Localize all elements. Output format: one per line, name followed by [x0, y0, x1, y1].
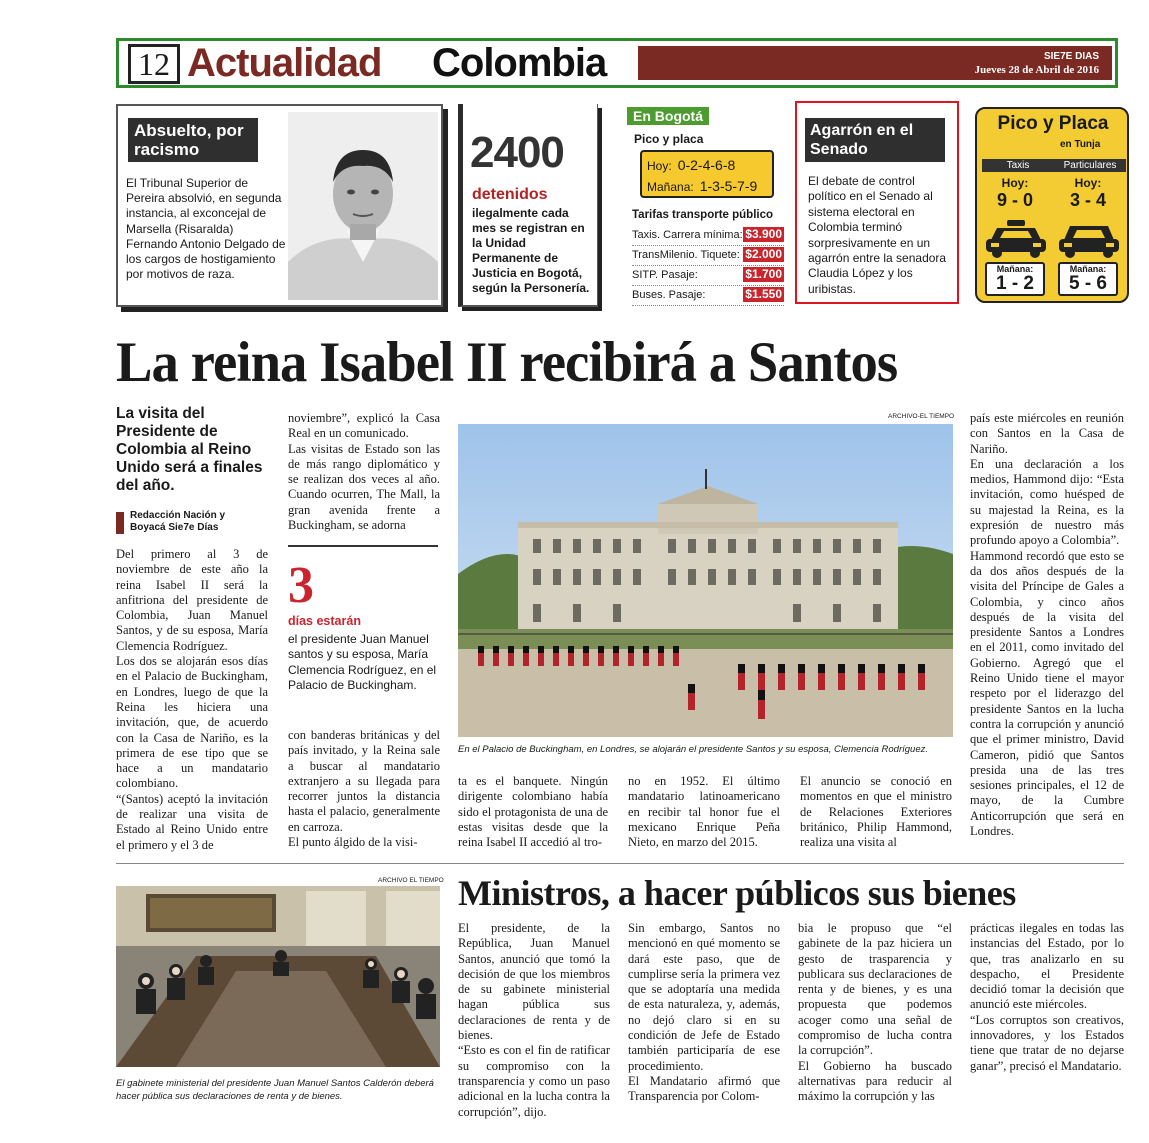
- tunja-title: Pico y Placa: [997, 113, 1109, 134]
- particulares-hoy: [1058, 176, 1118, 211]
- column-text: Sin embargo, Santos no mencionó en qué momento se dará este paso, que de cumplirse sería la primera vez que se adoptaría una medida de esta naturaleza, y, además, no dejó claro si en su condición de Jefe de Estado también participaría de ese procedimiento. El Mandatario afirmó que Transparencia por Colom-: [628, 921, 780, 1104]
- stat-label: detenidos: [472, 186, 548, 203]
- section-title-secondary: Colombia: [432, 41, 607, 85]
- byline-line: Redacción Nación y: [130, 510, 226, 521]
- taxi-icon: [983, 218, 1049, 260]
- hoy-value: 9 - 0: [996, 190, 1034, 210]
- column-text: prácticas ilegales en todas las instancias del Estado, por lo que, tras analizarlo en su despacho, el Presidente decidió tomar la decisión que anunció este miércoles. “Los corruptos son creativos, innovadores, y los Estados tiene que tratar de no dejarse ganar”, precisó el Mandatario.: [970, 921, 1124, 1073]
- brief-text: El debate de control político en el Senado al sistema electoral en Colombia terminó sorpresivamente en un agarrón entre la senadora Claudia López y los uribistas.: [808, 174, 947, 296]
- hoy-label: Hoy:: [1074, 176, 1102, 190]
- page-number: 12: [128, 44, 180, 84]
- tarifa-label: Taxis. Carrera mínima:: [632, 229, 743, 241]
- tarifa-label: TransMilenio. Tiquete:: [632, 249, 740, 261]
- tarifa-row: [632, 286, 784, 306]
- fact-number: 3: [288, 557, 314, 614]
- manana-value: 1 - 2: [995, 273, 1035, 294]
- story-column: [628, 774, 780, 850]
- story-column: [288, 728, 440, 850]
- tarifa-row: [632, 266, 784, 286]
- taxis-manana: [985, 262, 1045, 296]
- tarifa-label: Buses. Pasaje:: [632, 289, 706, 301]
- column-text: Del primero al 3 de noviembre de este año la reina Isabel II será la anfitriona del presidente de Colombia, Juan Manuel Santos, y de su esposa, María Clemencia Rodríguez. Los dos se alojarán esos días en el Palacio de Buckingham, en Londres, luego de que la Reina les hiciera una invitación, que, de acuerdo con la Casa de Nariño, es la primera de ese tipo que se hace a un mandatario colombiano. “(Santos) aceptó la invitación de realizar una visita de Estado al Reino Unido entre el primero y el 3 de: [116, 547, 268, 852]
- fact-label: días estarán: [288, 614, 361, 628]
- story-column: [116, 547, 268, 853]
- story-column: [798, 921, 952, 1105]
- story-column: [458, 774, 608, 850]
- section-divider: [116, 863, 1124, 864]
- tarifa-label: SITP. Pasaje:: [632, 269, 698, 281]
- stat-text: ilegalmente cada mes se registran en la Unidad Permanente de Justicia en Bogotá, según la Personería.: [472, 206, 590, 295]
- buckingham-palace-photo: [458, 424, 953, 737]
- bogota-head: En Bogotá: [627, 107, 709, 125]
- photo-credit: ARCHIVO-EL TIEMPO: [888, 413, 955, 420]
- tarifa-row: [632, 226, 784, 246]
- manana-value: 5 - 6: [1068, 273, 1108, 294]
- section-title-primary: Actualidad: [187, 41, 382, 85]
- column-text: no en 1952. El último mandatario latinoamericano en recibir tal honor fue el mexicano Enrique Peña Nieto, en marzo del 2015.: [628, 774, 780, 850]
- plate-hoy-value: 0-2-4-6-8: [677, 157, 736, 173]
- plate-hoy-label: Hoy:: [647, 159, 672, 173]
- particulares-label: Particulares: [1054, 159, 1126, 172]
- photo-caption: En el Palacio de Buckingham, en Londres, se alojarán el presidente Santos y su esposa, Clemencia Rodríguez.: [458, 744, 928, 755]
- taxis-hoy: [985, 176, 1045, 211]
- story-column: [970, 921, 1124, 1074]
- photo-credit: ARCHIVO EL TIEMPO: [378, 877, 444, 884]
- manana-label: Mañana:: [996, 264, 1034, 274]
- license-plate: [640, 150, 774, 198]
- column-text: noviembre”, explicó la Casa Real en un comunicado. Las visitas de Estado son las de más rango diplomático y se realizan dos veces al año. Cuando ocurren, The Mall, la gran avenida frente a Buckingham, se adorna: [288, 411, 440, 533]
- byline: [130, 510, 225, 534]
- manana-label: Mañana:: [1069, 264, 1107, 274]
- tarifas-title: Tarifas transporte público: [632, 209, 774, 221]
- brief-text: El Tribunal Superior de Pereira absolvió, en segunda instancia, al exconcejal de Marsella (Risaralda) Fernando Antonio Delgado de los cargos de hostigamiento por motivos de raza.: [126, 176, 286, 282]
- tarifa-price: $1.700: [745, 267, 782, 281]
- stat-number: 2400: [470, 128, 564, 177]
- story-column: [970, 411, 1124, 839]
- tunja-subtitle: en Tunja: [1060, 139, 1101, 150]
- fact-text: el presidente Juan Manuel santos y su esposa, María Clemencia Rodríguez, en el Palacio de Buckingham.: [288, 632, 437, 693]
- secondary-headline: Ministros, a hacer públicos sus bienes: [458, 873, 1016, 913]
- pico-placa-label: Pico y placa: [634, 132, 704, 146]
- issue-date: Jueves 28 de Abril de 2016: [974, 64, 1099, 76]
- column-text: El presidente, de la República, Juan Manuel Santos, anunció que tomó la decisión de que los miembros de su gabinete ministerial hagan pública sus declaraciones de renta y de bienes. “Esto es con el fin de ratificar su compromiso con la transparencia y como un paso adicional en la lucha contra la corrupción”, dijo.: [458, 921, 610, 1119]
- story-column: [288, 411, 440, 533]
- story-column: [628, 921, 780, 1105]
- taxis-label: Taxis: [982, 159, 1054, 172]
- brand-name: SIE7E DIAS: [1043, 51, 1099, 62]
- column-text: El anuncio se conoció en momentos en que el ministro de Relaciones Exteriores británico, Philip Hammond, realiza una visita al: [800, 774, 952, 850]
- column-text: ta es el banquete. Ningún dirigente colombiano había sido el protagonista de una de estas visitas desde que la reina Isabel II accedió al tro-: [458, 774, 608, 850]
- cabinet-meeting-photo: [116, 886, 440, 1067]
- portrait-photo: [288, 112, 438, 300]
- particulares-manana: [1058, 262, 1118, 296]
- brief-title: Absuelto, por racismo: [128, 118, 258, 162]
- column-text: bia le propuso que “el gabinete de la paz hiciera un gesto de trasparencia y publicara sus declaraciones de renta y de bienes, y es una propuesta que podemos acoger como una señal de compromiso de lucha contra la corrupción”. El Gobierno ha buscado alternativas para reducir al máximo la corrupción y las: [798, 921, 952, 1104]
- photo-caption: El gabinete ministerial del presidente Juan Manuel Santos Calderón deberá hacer pública sus declaraciones de renta y de bienes.: [116, 1078, 434, 1102]
- byline-marker: [116, 512, 124, 534]
- byline-line: Boyacá Sie7e Días: [130, 522, 219, 533]
- story-column: [458, 921, 610, 1120]
- story-column: [800, 774, 952, 850]
- plate-manana-label: Mañana:: [647, 180, 694, 194]
- hoy-label: Hoy:: [1001, 176, 1029, 190]
- hoy-value: 3 - 4: [1069, 190, 1107, 210]
- plate-manana-value: 1-3-5-7-9: [699, 178, 758, 194]
- brief-title: Agarrón en el Senado: [805, 118, 945, 162]
- tarifa-price: $3.900: [745, 227, 782, 241]
- tarifa-price: $2.000: [745, 247, 782, 261]
- fact-rule: [288, 545, 438, 547]
- column-text: país este miércoles en reunión con Santos en la Casa de Nariño. En una declaración a los medios, Hammond dijo: “Esta invitación, como huésped de su majestad la Reina, es la expresión de nuestro más profundo apoyo a Colombia”. Hammond recordó que esto se da dos años después de la visita del Príncipe de Gales a Colombia, y cinco años después de la visita del presidente Santos a Londres en el 2011, como invitado del Gobierno. Agregó que el Reino Unido tiene el mayor respeto por el liderazgo del presidente Santos en la lucha contra la corrupción y anunció que el primer ministro, David Cameron, pidió que Santos presida una de las tres sesiones principales, el 12 de mayo, de la Cumbre Anticorrupción que será en Londres.: [970, 411, 1124, 839]
- car-icon: [1056, 218, 1122, 260]
- tarifa-price: $1.550: [745, 287, 782, 301]
- main-headline: La reina Isabel II recibirá a Santos: [116, 331, 898, 394]
- tarifa-row: [632, 246, 784, 266]
- column-text: con banderas británicas y del país invitado, y la Reina sale a buscar al mandatario extranjero a su llegada para recorrer juntos la distancia hasta el palacio, generalmente en carroza. El punto álgido de la visi-: [288, 728, 440, 850]
- story-lede: La visita del Presidente de Colombia al Reino Unido será a finales del año.: [116, 405, 263, 494]
